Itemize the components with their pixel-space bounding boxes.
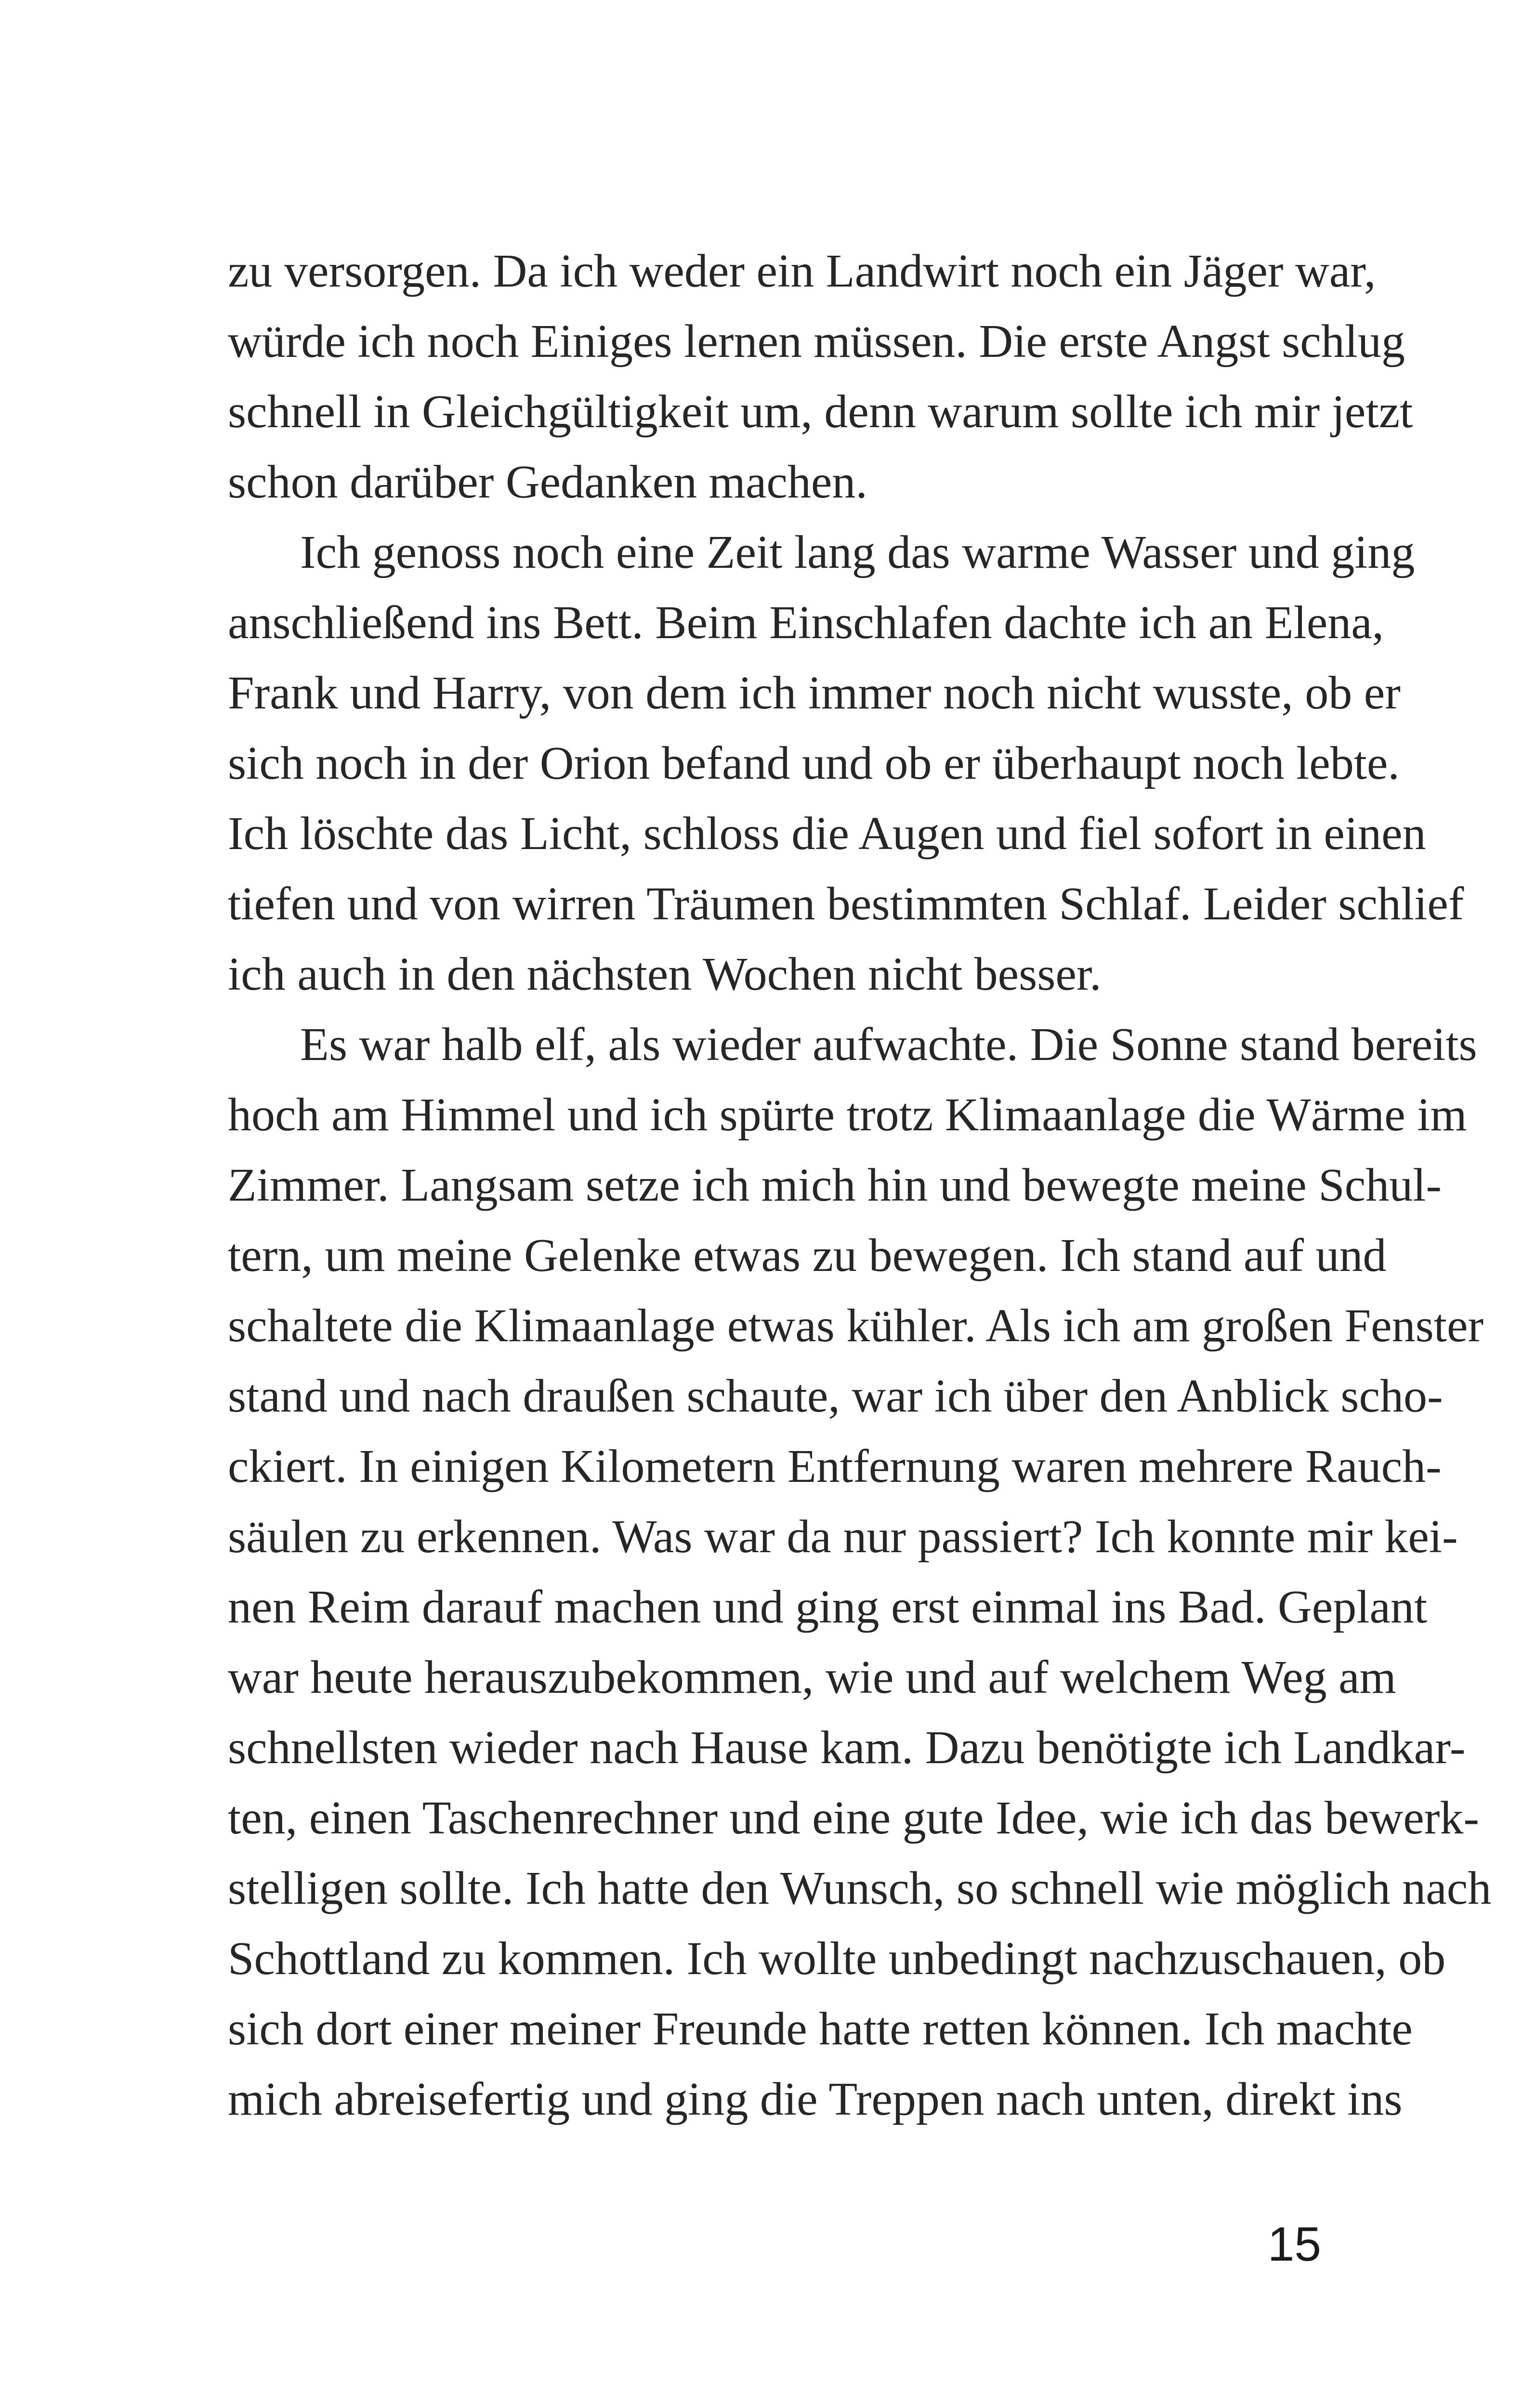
- text-line: schnell in Gleichgültigkeit um, denn warum sollte ich mir jetzt: [228, 386, 1413, 438]
- text-line: schnellsten wieder nach Hause kam. Dazu benötigte ich Landkar-: [228, 1722, 1466, 1774]
- text-line: ich auch in den nächsten Wochen nicht besser.: [228, 948, 1102, 1000]
- text-line: sich dort einer meiner Freunde hatte retten können. Ich machte: [228, 2003, 1413, 2055]
- text-line: Ich löschte das Licht, schloss die Augen und fiel sofort in einen: [228, 808, 1426, 860]
- text-line: mich abreisefertig und ging die Treppen nach unten, direkt ins: [228, 2073, 1403, 2125]
- text-line: stelligen sollte. Ich hatte den Wunsch, so schnell wie möglich nach: [228, 1862, 1492, 1914]
- text-line: hoch am Himmel und ich spürte trotz Klimaanlage die Wärme im: [228, 1089, 1467, 1141]
- text-line: schaltete die Klimaanlage etwas kühler. Als ich am großen Fenster: [228, 1300, 1484, 1352]
- text-line: ten, einen Taschenrechner und eine gute Idee, wie ich das bewerk-: [228, 1792, 1480, 1844]
- text-line: tern, um meine Gelenke etwas zu bewegen. Ich stand auf und: [228, 1230, 1387, 1282]
- text-line: würde ich noch Einiges lernen müssen. Die erste Angst schlug: [228, 315, 1405, 367]
- text-line: ckiert. In einigen Kilometern Entfernung waren mehrere Rauch-: [228, 1440, 1442, 1492]
- text-line: Ich genoss noch eine Zeit lang das warme Wasser und ging: [300, 526, 1415, 578]
- text-line: sich noch in der Orion befand und ob er überhaupt noch lebte.: [228, 737, 1400, 789]
- paragraph: [228, 236, 1413, 517]
- text-line: Frank und Harry, von dem ich immer noch nicht wusste, ob er: [228, 667, 1401, 719]
- text-line: Schottland zu kommen. Ich wollte unbedingt nachzuschauen, ob: [228, 1933, 1446, 1985]
- text-line: säulen zu erkennen. Was war da nur passiert? Ich konnte mir kei-: [228, 1511, 1458, 1563]
- text-line: schon darüber Gedanken machen.: [228, 456, 867, 508]
- paragraph: [228, 1009, 1492, 2134]
- page-number: 15: [1267, 2217, 1321, 2271]
- text-line: nen Reim darauf machen und ging erst einmal ins Bad. Geplant: [228, 1581, 1428, 1633]
- text-line: Zimmer. Langsam setze ich mich hin und bewegte meine Schul-: [228, 1159, 1442, 1211]
- text-line: zu versorgen. Da ich weder ein Landwirt noch ein Jäger war,: [228, 245, 1376, 297]
- text-line: tiefen und von wirren Träumen bestimmten Schlaf. Leider schlief: [228, 878, 1464, 930]
- body-text: [228, 236, 1492, 2134]
- text-line: Es war halb elf, als wieder aufwachte. Die Sonne stand bereits: [300, 1019, 1477, 1071]
- text-line: anschließend ins Bett. Beim Einschlafen dachte ich an Elena,: [228, 597, 1384, 649]
- paragraph: [228, 517, 1464, 1009]
- text-line: stand und nach draußen schaute, war ich über den Anblick scho-: [228, 1370, 1443, 1422]
- text-line: war heute herauszubekommen, wie und auf welchem Weg am: [228, 1651, 1396, 1703]
